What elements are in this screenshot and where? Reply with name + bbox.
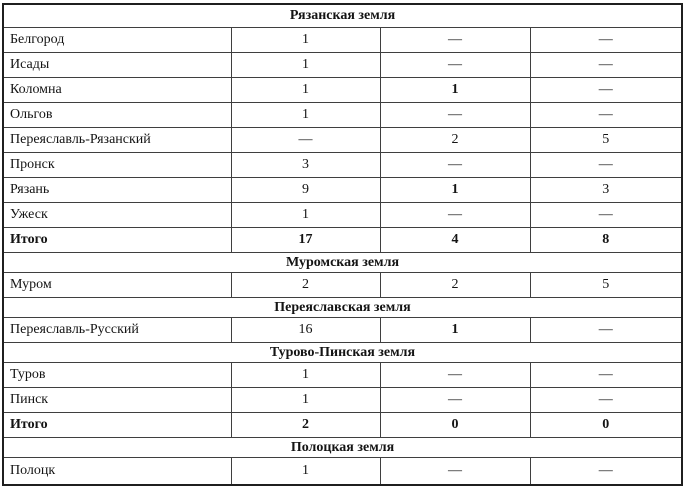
value-cell: 5 <box>530 128 682 153</box>
value-cell: — <box>530 78 682 103</box>
table-row <box>3 363 682 388</box>
value-cell: 2 <box>231 273 380 298</box>
table-row <box>3 153 682 178</box>
section-title: Турово-Пинская земля <box>3 343 682 363</box>
section-title: Переяславская земля <box>3 298 682 318</box>
value-cell: 1 <box>231 458 380 486</box>
value-cell: — <box>530 103 682 128</box>
value-cell: 1 <box>380 318 530 343</box>
value-cell: 1 <box>231 388 380 413</box>
value-cell: — <box>380 53 530 78</box>
value-cell: — <box>530 203 682 228</box>
value-cell: — <box>530 28 682 53</box>
value-cell: 17 <box>231 228 380 253</box>
value-cell: 5 <box>530 273 682 298</box>
table-row <box>3 458 682 486</box>
lands-statistics-table <box>2 3 683 486</box>
value-cell: 2 <box>380 273 530 298</box>
section-header-row <box>3 253 682 273</box>
table-row <box>3 78 682 103</box>
value-cell: — <box>231 128 380 153</box>
value-cell: 3 <box>231 153 380 178</box>
section-header-row <box>3 343 682 363</box>
table-row <box>3 318 682 343</box>
table-row <box>3 228 682 253</box>
city-name-cell: Туров <box>3 363 231 388</box>
value-cell: 1 <box>231 53 380 78</box>
city-name-cell: Ольгов <box>3 103 231 128</box>
city-name-cell: Пронск <box>3 153 231 178</box>
value-cell: 4 <box>380 228 530 253</box>
city-name-cell: Переяславль-Русский <box>3 318 231 343</box>
table-row <box>3 28 682 53</box>
section-title: Муромская земля <box>3 253 682 273</box>
section-title: Рязанская земля <box>3 4 682 28</box>
value-cell: 2 <box>231 413 380 438</box>
value-cell: 1 <box>380 78 530 103</box>
value-cell: 1 <box>231 103 380 128</box>
value-cell: — <box>530 318 682 343</box>
value-cell: 1 <box>380 178 530 203</box>
lands-table-body <box>3 4 682 485</box>
value-cell: — <box>530 363 682 388</box>
value-cell: 1 <box>231 203 380 228</box>
value-cell: — <box>380 103 530 128</box>
value-cell: 9 <box>231 178 380 203</box>
value-cell: 0 <box>380 413 530 438</box>
value-cell: — <box>380 153 530 178</box>
table-row <box>3 103 682 128</box>
city-name-cell: Итого <box>3 228 231 253</box>
table-row <box>3 273 682 298</box>
section-title: Полоцкая земля <box>3 438 682 458</box>
city-name-cell: Итого <box>3 413 231 438</box>
value-cell: 0 <box>530 413 682 438</box>
section-header-row <box>3 4 682 28</box>
table-row <box>3 53 682 78</box>
value-cell: — <box>380 458 530 486</box>
value-cell: — <box>380 28 530 53</box>
city-name-cell: Пинск <box>3 388 231 413</box>
section-header-row <box>3 298 682 318</box>
value-cell: 1 <box>231 363 380 388</box>
value-cell: 16 <box>231 318 380 343</box>
city-name-cell: Полоцк <box>3 458 231 486</box>
value-cell: — <box>380 388 530 413</box>
value-cell: 1 <box>231 78 380 103</box>
value-cell: 3 <box>530 178 682 203</box>
table-row <box>3 413 682 438</box>
table-row <box>3 388 682 413</box>
table-row <box>3 203 682 228</box>
city-name-cell: Муром <box>3 273 231 298</box>
city-name-cell: Белгород <box>3 28 231 53</box>
section-header-row <box>3 438 682 458</box>
city-name-cell: Переяславль-Рязанский <box>3 128 231 153</box>
table-row <box>3 178 682 203</box>
city-name-cell: Рязань <box>3 178 231 203</box>
value-cell: 1 <box>231 28 380 53</box>
value-cell: — <box>530 153 682 178</box>
value-cell: — <box>380 363 530 388</box>
city-name-cell: Коломна <box>3 78 231 103</box>
value-cell: — <box>530 53 682 78</box>
value-cell: — <box>380 203 530 228</box>
value-cell: 2 <box>380 128 530 153</box>
value-cell: — <box>530 388 682 413</box>
table-row <box>3 128 682 153</box>
value-cell: 8 <box>530 228 682 253</box>
city-name-cell: Исады <box>3 53 231 78</box>
city-name-cell: Ужеск <box>3 203 231 228</box>
value-cell: — <box>530 458 682 486</box>
